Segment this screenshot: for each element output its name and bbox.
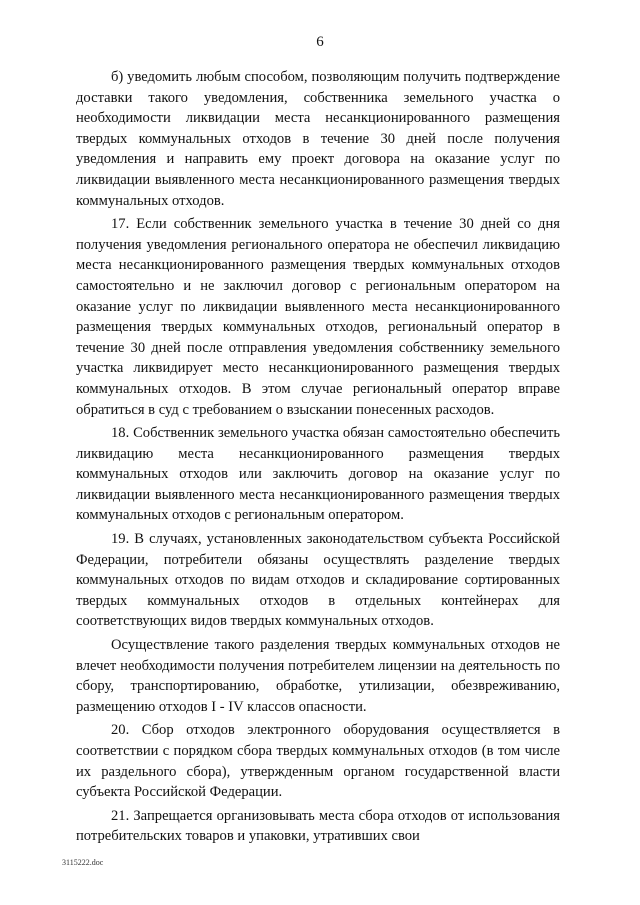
paragraph-18: 18. Собственник земельного участка обязан самостоятельно обеспечить ликвидацию места несанкционированного размещения твердых коммунальных отходов или заключить договор на оказание услуг по ликвидации выявленного места несанкционированного размещения твердых коммунальных отходов с региональным оператором.: [76, 425, 560, 524]
footer-file-name: 3115222.doc: [62, 858, 104, 867]
page-number: 6: [316, 34, 324, 50]
paragraph-b-notify-owner: б) уведомить любым способом, позволяющим получить подтверждение доставки такого уведомления, собственника земельного участка о необходимости ликвидации места несанкционированного размещения твердых коммунальных отходов в течение 30 дней после получения уведомления и направить ему проект договора на оказание услуг по ликвидации выявленного места несанкционированного размещения твердых коммунальных отходов.: [76, 69, 560, 209]
document-body: [76, 67, 560, 850]
paragraph-19: 19. В случаях, установленных законодательством субъекта Российской Федерации, потребители обязаны осуществлять разделение твердых коммунальных отходов по видам отходов и складирование сортированных твердых коммунальных отходов в отдельных контейнерах для соответствующих видов твердых коммунальных отходов.: [76, 531, 560, 630]
paragraph-21: 21. Запрещается организовывать места сбора отходов от использования потребительских товаров и упаковки, утративших свои: [76, 807, 560, 845]
paragraph-19-continuation: Осуществление такого разделения твердых коммунальных отходов не влечет необходимости получения потребителем лицензии на деятельность по сбору, транспортированию, обработке, утилизации, обезвреживанию, размещению отходов I - IV классов опасности.: [76, 637, 560, 715]
paragraph-20: 20. Сбор отходов электронного оборудования осуществляется в соответствии с порядком сбора твердых коммунальных отходов (в том числе их раздельного сбора), утвержденным органом государственной власти субъекта Российской Федерации.: [76, 722, 560, 801]
paragraph-17: 17. Если собственник земельного участка в течение 30 дней со дня получения уведомления регионального оператора не обеспечил ликвидацию места несанкционированного размещения твердых коммунальных отходов самостоятельно и не заключил договор с региональным оператором на оказание услуг по ликвидации выявленного места несанкционированного размещения твердых коммунальных отходов, региональный оператор в течение 30 дней после отправления уведомления собственнику земельного участка ликвидирует место несанкционированного размещения твердых коммунальных отходов. В этом случае региональный оператор вправе обратиться в суд с требованием о взыскании понесенных расходов.: [76, 216, 560, 418]
